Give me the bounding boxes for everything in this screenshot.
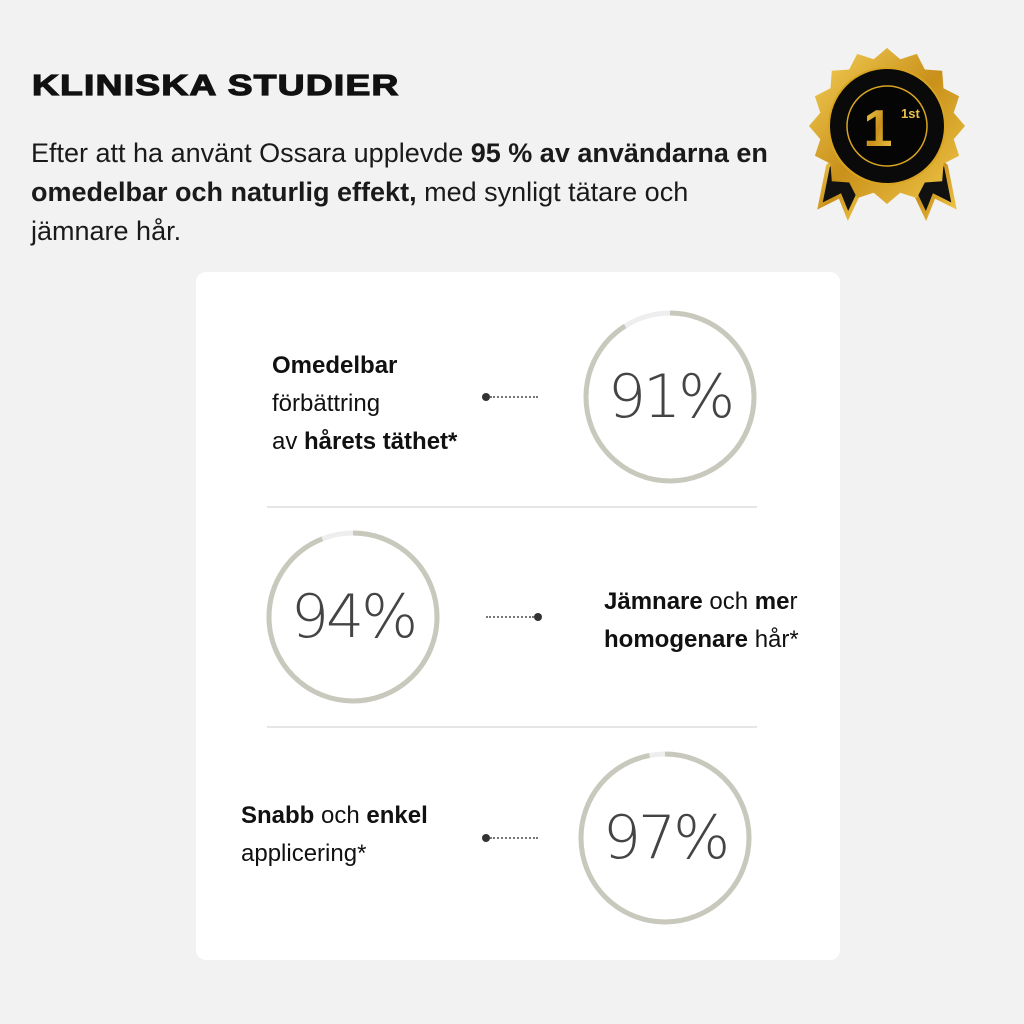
label-segment: applicering* <box>241 840 367 867</box>
connector <box>486 613 542 621</box>
connector-dot <box>482 393 490 401</box>
percent-value: 91% <box>607 362 733 432</box>
label-segment: och <box>314 802 367 829</box>
label-segment: hår* <box>748 626 799 653</box>
label-segment: r <box>789 588 798 615</box>
divider <box>267 726 757 728</box>
percent-ring <box>582 309 758 485</box>
page-title: KLINISKA STUDIER <box>32 70 400 102</box>
percent-ring <box>265 529 441 705</box>
connector-dot <box>482 834 490 842</box>
divider <box>267 506 757 508</box>
connector-line <box>490 396 538 398</box>
intro-bold: 95 % av användarna en omedelbar och naturlig effekt, <box>31 138 768 207</box>
label-segment: Omedelbar <box>272 352 398 379</box>
percent-ring <box>577 750 753 926</box>
percent-value: 94% <box>290 582 416 652</box>
stat-label <box>272 347 457 461</box>
intro-text <box>31 134 791 251</box>
label-segment: hårets täthet* <box>304 428 458 455</box>
connector <box>482 393 538 401</box>
label-segment: me <box>754 588 790 615</box>
stat-label <box>241 797 428 873</box>
badge-text: 1st <box>901 106 920 121</box>
percent-value: 97% <box>602 803 728 873</box>
label-segment: och <box>702 588 755 615</box>
label-segment: Jämnare <box>604 588 703 615</box>
connector-line <box>486 616 534 618</box>
connector-dot <box>534 613 542 621</box>
stat-label <box>604 583 799 659</box>
intro-part: med synligt tätare och jämnare hår. <box>31 177 689 246</box>
svg-text:1: 1 <box>863 100 893 158</box>
connector-line <box>490 837 538 839</box>
label-segment: av <box>272 428 305 455</box>
first-place-award-icon <box>808 46 966 222</box>
connector <box>482 834 538 842</box>
label-segment: Snabb <box>241 802 315 829</box>
label-segment: homogenare <box>604 626 749 653</box>
label-segment: förbättring <box>272 390 381 417</box>
label-segment: enkel <box>366 802 428 829</box>
intro-part: Efter att ha använt Ossara upplevde <box>31 138 471 168</box>
